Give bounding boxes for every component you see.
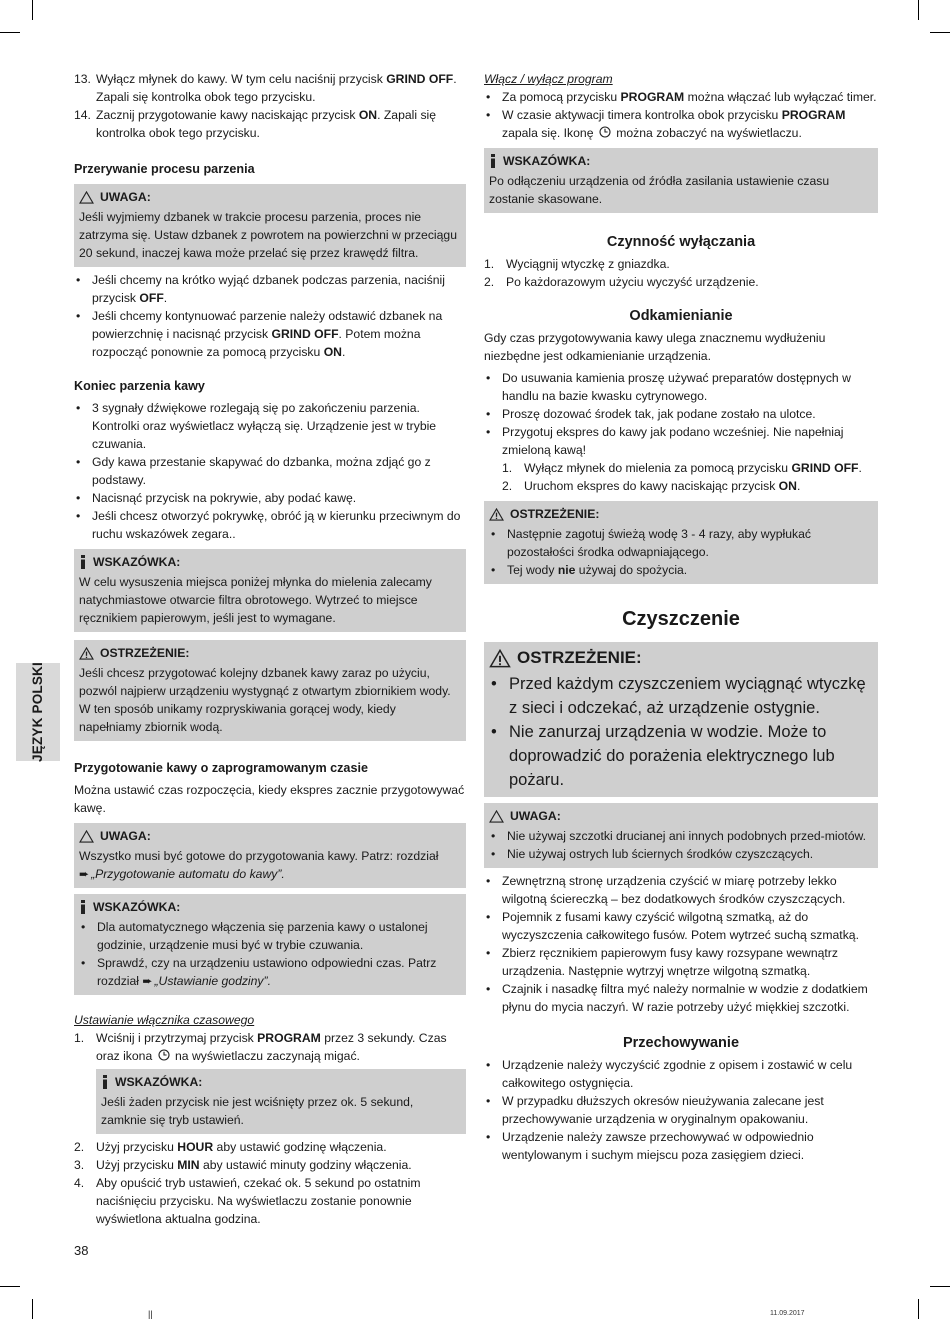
tip-box: WSKAZÓWKA: Jeśli żaden przycisk nie jest wciśnięty przez ok. 5 sekund, zamknie się tryb ustawień. bbox=[96, 1069, 466, 1134]
timer-steps-cont bbox=[74, 1138, 466, 1228]
list-item: • Urządzenie należy zawsze przechowywać w odpowiednio wentylowanym i suchym miejscu poza zasięgiem dzieci. bbox=[484, 1128, 878, 1164]
list-item: • Nie zanurzaj urządzenia w wodzie. Może to doprowadzić do porażenia elektrycznego lub pożaru. bbox=[489, 720, 873, 792]
list-item: • Nie używaj szczotki drucianej ani innych podobnych przed-miotów. bbox=[489, 827, 873, 845]
list-item: • Pojemnik z fusami kawy czyścić wilgotną szmatką, aż do wyczyszczenia całkowitego fusów. Potem wytrzeć suchą szmatką. bbox=[484, 908, 878, 944]
list-item: • Przed każdym czyszczeniem wyciągnąć wtyczkę z sieci i odczekać, aż urządzenie ostygnie. bbox=[489, 672, 873, 720]
list-item: • Do usuwania kamienia proszę używać preparatów dostępnych w handlu na bazie kwasku cytrynowego. bbox=[484, 369, 878, 405]
right-column bbox=[484, 70, 878, 1164]
cleaning-list bbox=[484, 872, 878, 1016]
caution-box: UWAGA: • Nie używaj szczotki drucianej ani innych podobnych przed-miotów. • Nie używaj ostrych lub ściernych środków czyszczących. bbox=[484, 803, 878, 868]
list-item: 4. Aby opuścić tryb ustawień, czekać ok. 5 sekund po ostatnim naciśnięciu przycisku. Na wyświetlaczu zostanie ponownie wyświetlona aktualna godzina. bbox=[74, 1176, 421, 1226]
crop-mark bbox=[32, 0, 33, 20]
list-item: 1. Wyciągnij wtyczkę z gniazdka. bbox=[484, 257, 670, 271]
info-icon bbox=[101, 1075, 109, 1089]
page-number: 38 bbox=[74, 1243, 89, 1258]
list-item: • Za pomocą przycisku PROGRAM można włączać lub wyłączać timer. bbox=[484, 88, 878, 106]
list-item: • Dla automatycznego włączenia się parzenia kawy o ustalonej godzinie, urządzenie musi być w trybie czuwania. bbox=[79, 918, 461, 954]
caution-box: UWAGA: Jeśli wyjmiemy dzbanek w trakcie procesu parzenia, proces nie zatrzyma się. Ustaw dzbanek z powrotem na powierzchni w przeciągu 20 sekund, inaczej kawa może przelać się przez krawędź filtra. bbox=[74, 184, 466, 267]
left-column bbox=[74, 70, 466, 1228]
timer-steps bbox=[74, 1029, 466, 1065]
list-item: 1. Wciśnij i przytrzymaj przycisk PROGRAM przez 3 sekundy. Czas oraz ikona na wyświetlaczu zaczynają migać. bbox=[74, 1031, 447, 1063]
list-item: 13. Wyłącz młynek do kawy. W tym celu naciśnij przycisk GRIND OFF. Zapali się kontrolka obok tego przycisku. bbox=[74, 72, 457, 104]
warning-icon bbox=[489, 508, 504, 521]
list-item: 14. Zacznij przygotowanie kawy naciskając przycisk ON. Zapali się kontrolka obok tego przycisku. bbox=[74, 108, 437, 140]
programmed-intro: Można ustawić czas rozpoczęcia, kiedy ekspres zacznie przygotowywać kawę. bbox=[74, 783, 465, 815]
switch-off-steps bbox=[484, 255, 878, 291]
warning-box-large: OSTRZEŻENIE: • Przed każdym czyszczeniem wyciągnąć wtyczkę z sieci i odczekać, aż urządzenie ostygnie. • Nie zanurzaj urządzenia w wodzie. Może to doprowadzić do porażenia elektrycznego lub pożaru. bbox=[484, 642, 878, 797]
info-icon bbox=[489, 154, 497, 168]
list-item: • Jeśli chcesz otworzyć pokrywkę, obróć ją w kierunku przeciwnym do ruchu wskazówek zegara.. bbox=[74, 507, 466, 543]
crop-mark bbox=[918, 0, 919, 20]
heading-programmed: Przygotowanie kawy o zaprogramowanym czasie bbox=[74, 761, 368, 775]
list-item: • Przygotuj ekspres do kawy jak podano wcześniej. Nie napełniaj zmieloną kawą! bbox=[484, 423, 878, 459]
list-item: • Tej wody nie używaj do spożycia. bbox=[489, 561, 873, 579]
list-item: 2. Uruchom ekspres do kawy naciskając przycisk ON. bbox=[502, 479, 801, 493]
list-item: • Następnie zagotuj świeżą wodę 3 - 4 razy, aby wypłukać pozostałości środka odwapniającego. bbox=[489, 525, 873, 561]
list-item: 3. Użyj przycisku MIN aby ustawić minuty godziny włączenia. bbox=[74, 1158, 412, 1172]
list-item: • Nie używaj ostrych lub ściernych środków czyszczących. bbox=[489, 845, 873, 863]
heading-switch-off: Czynność wyłączania bbox=[606, 234, 756, 250]
arrow-right-icon: ➨ bbox=[79, 867, 90, 881]
list-item: • Sprawdź, czy na urządzeniu ustawiono odpowiedni czas. Patrz rozdział ➨ „Ustawianie godziny”. bbox=[79, 954, 461, 990]
caution-icon bbox=[79, 830, 94, 843]
list-item: • Nacisnąć przycisk na pokrywie, aby podać kawę. bbox=[74, 489, 466, 507]
footer-mark: || bbox=[148, 1309, 153, 1319]
heading-storage: Przechowywanie bbox=[622, 1035, 740, 1051]
heading-cleaning: Czyszczenie bbox=[622, 608, 740, 630]
list-item: • Proszę dozować środek tak, jak podane zostało na ulotce. bbox=[484, 405, 878, 423]
decalcify-steps bbox=[502, 459, 878, 495]
crop-mark bbox=[930, 32, 950, 33]
arrow-right-icon: ➨ bbox=[142, 974, 153, 988]
crop-mark bbox=[32, 1299, 33, 1319]
crop-mark bbox=[930, 1286, 950, 1287]
info-icon bbox=[79, 900, 87, 914]
list-item: • W czasie aktywacji timera kontrolka obok przycisku PROGRAM zapala się. Ikonę można zobaczyć na wyświetlaczu. bbox=[484, 106, 878, 142]
list-item: • W przypadku dłuższych okresów nieużywania zalecane jest przechowywanie urządzenia w oryginalnym opakowaniu. bbox=[484, 1092, 878, 1128]
list-item: • Zbierz ręcznikiem papierowym fusy kawy rozsypane wewnątrz urządzenia. Następnie wytrzyj wnętrze wilgotną szmatką. bbox=[484, 944, 878, 980]
list-item: 1. Wyłącz młynek do mielenia za pomocą przycisku GRIND OFF. bbox=[502, 461, 862, 475]
heading-timer: Ustawianie włącznika czasowego bbox=[74, 1013, 255, 1027]
list-item: 2. Użyj przycisku HOUR aby ustawić godzinę włączenia. bbox=[74, 1140, 387, 1154]
clock-icon bbox=[599, 126, 611, 138]
warning-icon bbox=[79, 647, 94, 660]
info-icon bbox=[79, 555, 87, 569]
interrupt-list bbox=[74, 271, 466, 361]
heading-onoff: Włącz / wyłącz program bbox=[484, 72, 613, 86]
warning-box: OSTRZEŻENIE: Jeśli chcesz przygotować kolejny dzbanek kawy zaraz po użyciu, pozwól najpierw urządzeniu wystygnąć z otwartym zbiornikiem wody. W ten sposób unikamy rozpryskiwania gorącej wody, kiedy napełniamy zbiornik wodą. bbox=[74, 640, 466, 741]
list-item: • Czajnik i nasadkę filtra myć należy normalnie w wodzie z dodatkiem płynu do mycia naczyń. W razie potrzeby użyć miękkiej szczotki. bbox=[484, 980, 878, 1016]
tip-box: WSKAZÓWKA: • Dla automatycznego włączenia się parzenia kawy o ustalonej godzinie, urządzenie musi być w trybie czuwania. • Sprawdź, czy na urządzeniu ustawiono odpowiedni czas. Patrz rozdział ➨ „Ustawianie godziny”. bbox=[74, 894, 466, 995]
list-item: • Zewnętrzną stronę urządzenia czyścić w miarę potrzeby lekko wilgotną ściereczką – bez dodatkowych środków czyszczących. bbox=[484, 872, 878, 908]
brew-steps bbox=[74, 70, 466, 142]
decalcify-intro: Gdy czas przygotowywania kawy ulega znacznemu wydłużeniu niezbędne jest odkamienianie urządzenia. bbox=[484, 331, 826, 363]
crop-mark bbox=[0, 32, 20, 33]
list-item: • Gdy kawa przestanie skapywać do dzbanka, można zdjąć go z podstawy. bbox=[74, 453, 466, 489]
heading-decalcify: Odkamienianie bbox=[629, 308, 733, 324]
crop-mark bbox=[918, 1299, 919, 1319]
list-item: • Jeśli chcemy kontynuować parzenie należy odstawić dzbanek na powierzchnię i nacisnąć przycisk GRIND OFF. Potem można rozpocząć ponownie za pomocą przycisku ON. bbox=[74, 307, 466, 361]
tip-box: WSKAZÓWKA: Po odłączeniu urządzenia od źródła zasilania ustawienie czasu zostanie skasowane. bbox=[484, 148, 878, 213]
end-list bbox=[74, 399, 466, 543]
warning-icon bbox=[489, 649, 511, 668]
heading-end: Koniec parzenia kawy bbox=[74, 379, 205, 393]
storage-list bbox=[484, 1056, 878, 1164]
list-item: • Urządzenie należy wyczyścić zgodnie z opisem i zostawić w celu całkowitego ostygnięcia. bbox=[484, 1056, 878, 1092]
tip-box: WSKAZÓWKA: W celu wysuszenia miejsca poniżej młynka do mielenia zalecamy natychmiastowe otwarcie filtra obrotowego. Wytrzeć to miejsce ręcznikiem papierowym, jeśli jest to wymagane. bbox=[74, 549, 466, 632]
caution-icon bbox=[79, 191, 94, 204]
list-item: 2. Po każdorazowym użyciu wyczyść urządzenie. bbox=[484, 275, 759, 289]
footer-date: 11.09.2017 bbox=[770, 1310, 805, 1317]
list-item: • Jeśli chcemy na krótko wyjąć dzbanek podczas parzenia, naciśnij przycisk OFF. bbox=[74, 271, 466, 307]
onoff-list bbox=[484, 88, 878, 142]
decalcify-list bbox=[484, 369, 878, 459]
list-item: • 3 sygnały dźwiękowe rozlegają się po zakończeniu parzenia. Kontrolki oraz wyświetlacz wyłączą się. Urządzenie jest w trybie czuwania. bbox=[74, 399, 466, 453]
clock-icon bbox=[158, 1049, 170, 1061]
language-tab-label: JĘZYK POLSKI bbox=[30, 662, 45, 762]
warning-box: OSTRZEŻENIE: • Następnie zagotuj świeżą wodę 3 - 4 razy, aby wypłukać pozostałości środka odwapniającego. • Tej wody nie używaj do spożycia. bbox=[484, 501, 878, 584]
heading-interrupt: Przerywanie procesu parzenia bbox=[74, 162, 255, 176]
crop-mark bbox=[0, 1286, 20, 1287]
caution-box: UWAGA: Wszystko musi być gotowe do przygotowania kawy. Patrz: rozdział ➨ „Przygotowanie automatu do kawy”. bbox=[74, 823, 466, 888]
caution-icon bbox=[489, 810, 504, 823]
